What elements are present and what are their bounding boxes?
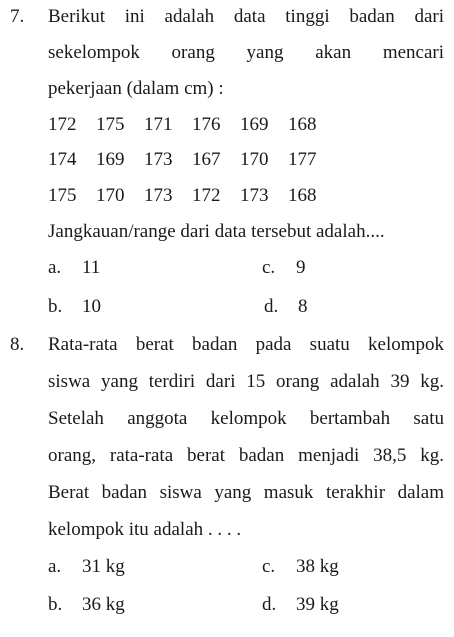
question-8-line-3: Setelah anggota kelompok bertambah satu (48, 408, 444, 429)
question-8-line-4: orang, rata-rata berat badan menjadi 38,5 kg. (48, 445, 444, 466)
option-label: a. (48, 556, 62, 577)
question-8-line-5: Berat badan siswa yang masuk terakhir dalam (48, 482, 444, 503)
question-8-option-b (48, 588, 125, 622)
data-value: 171 (144, 114, 173, 135)
option-label: b. (48, 594, 63, 615)
data-value: 173 (144, 149, 173, 170)
data-value: 168 (288, 114, 317, 135)
question-8-line-2: siswa yang terdiri dari 15 orang adalah 39 kg. (48, 371, 444, 392)
question-7-data-row-3 (48, 179, 336, 213)
data-value: 168 (288, 185, 317, 206)
question-8-number: 8. (10, 334, 25, 355)
option-label: c. (262, 257, 276, 278)
data-value: 177 (288, 149, 317, 170)
question-7-number: 7. (10, 6, 25, 27)
option-text: 36 kg (82, 594, 125, 615)
option-text: 11 (82, 257, 101, 278)
option-text: 10 (82, 296, 101, 317)
data-value: 169 (240, 114, 269, 135)
question-7-line-1: Berikut ini adalah data tinggi badan dari (48, 6, 444, 27)
option-label: d. (264, 296, 279, 317)
option-text: 39 kg (296, 594, 339, 615)
option-label: a. (48, 257, 62, 278)
question-7-line-2: sekelompok orang yang akan mencari (48, 42, 444, 63)
data-value: 173 (240, 185, 269, 206)
question-7-data-row-1 (48, 108, 336, 142)
data-value: 175 (96, 114, 125, 135)
question-8-option-a (48, 550, 125, 584)
option-text: 9 (296, 257, 306, 278)
option-text: 38 kg (296, 556, 339, 577)
question-7-option-d (264, 290, 308, 324)
option-label: b. (48, 296, 63, 317)
data-value: 169 (96, 149, 125, 170)
question-8-line-6: kelompok itu adalah . . . . (48, 519, 242, 540)
data-value: 176 (192, 114, 221, 135)
data-value: 174 (48, 149, 77, 170)
data-value: 170 (96, 185, 125, 206)
question-7-prompt: Jangkauan/range dari data tersebut adalah.... (48, 221, 385, 242)
question-8-line-1: Rata-rata berat badan pada suatu kelompok (48, 334, 444, 355)
question-7-option-c (262, 251, 306, 285)
option-text: 8 (298, 296, 308, 317)
question-7-option-a (48, 251, 100, 285)
option-text: 31 kg (82, 556, 125, 577)
data-value: 172 (192, 185, 221, 206)
question-7-line-3: pekerjaan (dalam cm) : (48, 78, 224, 99)
question-8-option-d (262, 588, 339, 622)
question-7-data-row-2 (48, 143, 336, 177)
option-label: d. (262, 594, 277, 615)
data-value: 167 (192, 149, 221, 170)
question-7-option-b (48, 290, 101, 324)
data-value: 170 (240, 149, 269, 170)
option-label: c. (262, 556, 276, 577)
data-value: 172 (48, 114, 77, 135)
data-value: 173 (144, 185, 173, 206)
data-value: 175 (48, 185, 77, 206)
question-8-option-c (262, 550, 339, 584)
